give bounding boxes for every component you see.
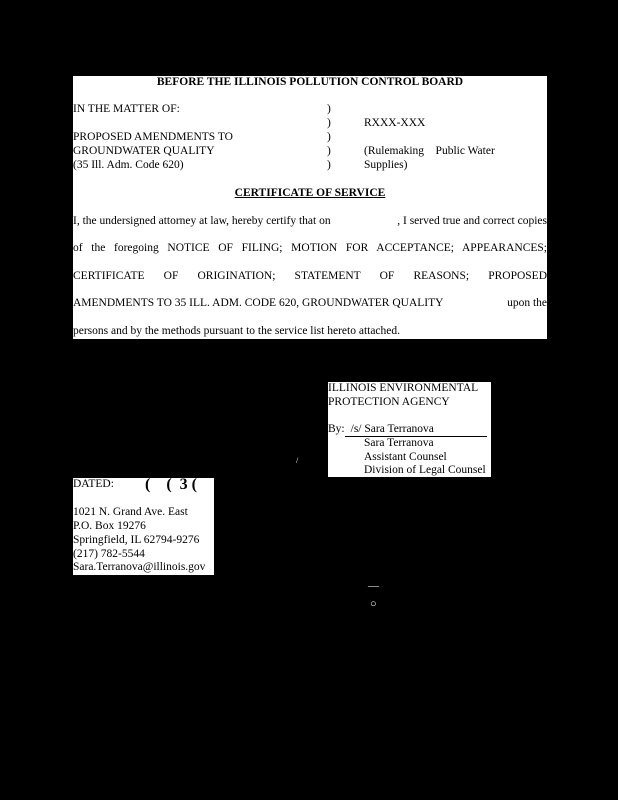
agency-name-1: ILLINOIS ENVIRONMENTAL xyxy=(328,382,479,394)
contact-block xyxy=(73,478,214,575)
rulemaking-line-1: (Rulemaking Public Water xyxy=(364,145,495,157)
docket-number: RXXX-XXX xyxy=(364,117,426,129)
board-title: BEFORE THE ILLINOIS POLLUTION CONTROL BOARD xyxy=(156,76,464,88)
certificate-text-5: persons and by the methods pursuant to the service list hereto attached. xyxy=(73,325,401,337)
stray-mark: / xyxy=(296,456,299,465)
certificate-text-4b: upon the xyxy=(507,297,547,309)
signature-line xyxy=(328,423,487,437)
paren: ) xyxy=(327,131,331,143)
certificate-text-1b: , I served true and correct copies xyxy=(397,215,547,227)
stray-mark: ○ xyxy=(370,598,377,610)
certificate-panel xyxy=(73,76,547,339)
address-line-2: P.O. Box 19276 xyxy=(73,520,146,532)
certificate-text-3: CERTIFICATE OF ORIGINATION; STATEMENT OF REASONS; PROPOSED xyxy=(73,270,547,282)
rulemaking-line-2: Supplies) xyxy=(364,159,408,171)
paren: ) xyxy=(327,117,331,129)
email: Sara.Terranova@illinois.gov xyxy=(73,561,206,573)
signature: /s/ Sara Terranova xyxy=(345,423,487,437)
signer-division: Division of Legal Counsel xyxy=(364,464,486,476)
signature-block xyxy=(328,382,491,477)
signer-name: Sara Terranova xyxy=(364,437,434,449)
agency-name-2: PROTECTION AGENCY xyxy=(328,396,450,408)
paren: ) xyxy=(327,103,331,115)
paren: ) xyxy=(327,159,331,171)
certificate-text-1a: I, the undersigned attorney at law, hereby certify that on xyxy=(73,215,331,227)
dated-label: DATED: xyxy=(73,478,114,490)
certificate-text-4a: AMENDMENTS TO 35 ILL. ADM. CODE 620, GROUNDWATER QUALITY xyxy=(73,297,444,309)
caption-line-3: (35 Ill. Adm. Code 620) xyxy=(73,159,184,171)
dated-handwritten-mark: ( ( 3 ( xyxy=(145,476,197,493)
matter-label: IN THE MATTER OF: xyxy=(73,103,180,115)
phone: (217) 782-5544 xyxy=(73,548,145,560)
address-line-1: 1021 N. Grand Ave. East xyxy=(73,506,188,518)
caption-line-2: GROUNDWATER QUALITY xyxy=(73,145,215,157)
by-label: By: xyxy=(328,423,345,435)
caption-line-1: PROPOSED AMENDMENTS TO xyxy=(73,131,233,143)
paren: ) xyxy=(327,145,331,157)
certificate-text-2: of the foregoing NOTICE OF FILING; MOTION FOR ACCEPTANCE; APPEARANCES; xyxy=(73,242,547,254)
certificate-heading: CERTIFICATE OF SERVICE xyxy=(234,187,386,199)
signer-title: Assistant Counsel xyxy=(364,451,447,463)
address-line-3: Springfield, IL 62794-9276 xyxy=(73,534,200,546)
stray-mark: — xyxy=(368,580,379,592)
